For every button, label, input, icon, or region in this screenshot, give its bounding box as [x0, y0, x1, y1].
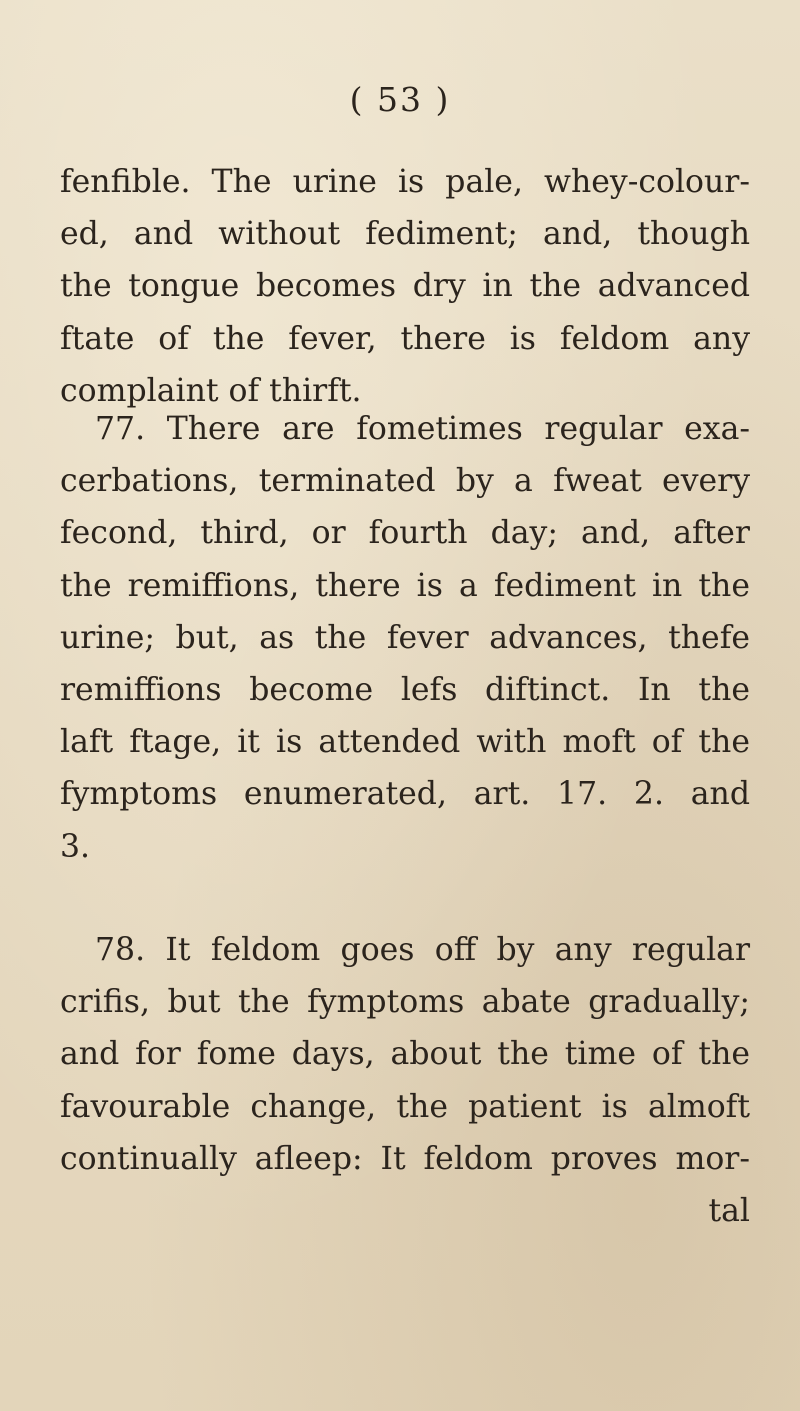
text-line: 77. There are fometimes regular exa-	[95, 411, 750, 447]
page-number: ( 53 )	[349, 80, 451, 119]
text-line: complaint of thirft.	[60, 372, 362, 409]
catchword: tal	[708, 1193, 750, 1230]
text-line: urine; but, as the fever advances, thefe	[60, 619, 750, 656]
text-line: fenfible. The urine is pale, whey-colour-	[60, 164, 750, 200]
text-line: laft ftage, it is attended with moft of the	[60, 724, 750, 761]
text-line: fymptoms enumerated, art. 17. 2. and	[60, 776, 750, 813]
text-line: 78. It feldom goes off by any regular	[95, 932, 750, 968]
text-line: ed, and without fediment; and, though	[60, 216, 750, 253]
text-line: cerbations, terminated by a fweat every	[60, 463, 750, 500]
text-line: ftate of the fever, there is feldom any	[60, 320, 750, 357]
text-line: crifis, but the fymptoms abate gradually;	[60, 984, 750, 1021]
paragraph-78	[60, 924, 750, 1237]
text-line: remiffions become lefs diftinct. In the	[60, 672, 750, 709]
text-line: fecond, third, or fourth day; and, after	[60, 515, 750, 552]
paragraph-77	[60, 403, 750, 873]
text-line: the remiffions, there is a fediment in the	[60, 567, 750, 604]
text-line: and for fome days, about the time of the	[60, 1036, 750, 1073]
text-line: the tongue becomes dry in the advanced	[60, 268, 750, 305]
text-line: continually afleep: It feldom proves mor-	[60, 1140, 750, 1177]
paragraph-continued	[60, 156, 750, 417]
text-line: favourable change, the patient is almoft	[60, 1088, 750, 1125]
text-line: 3.	[60, 828, 91, 865]
